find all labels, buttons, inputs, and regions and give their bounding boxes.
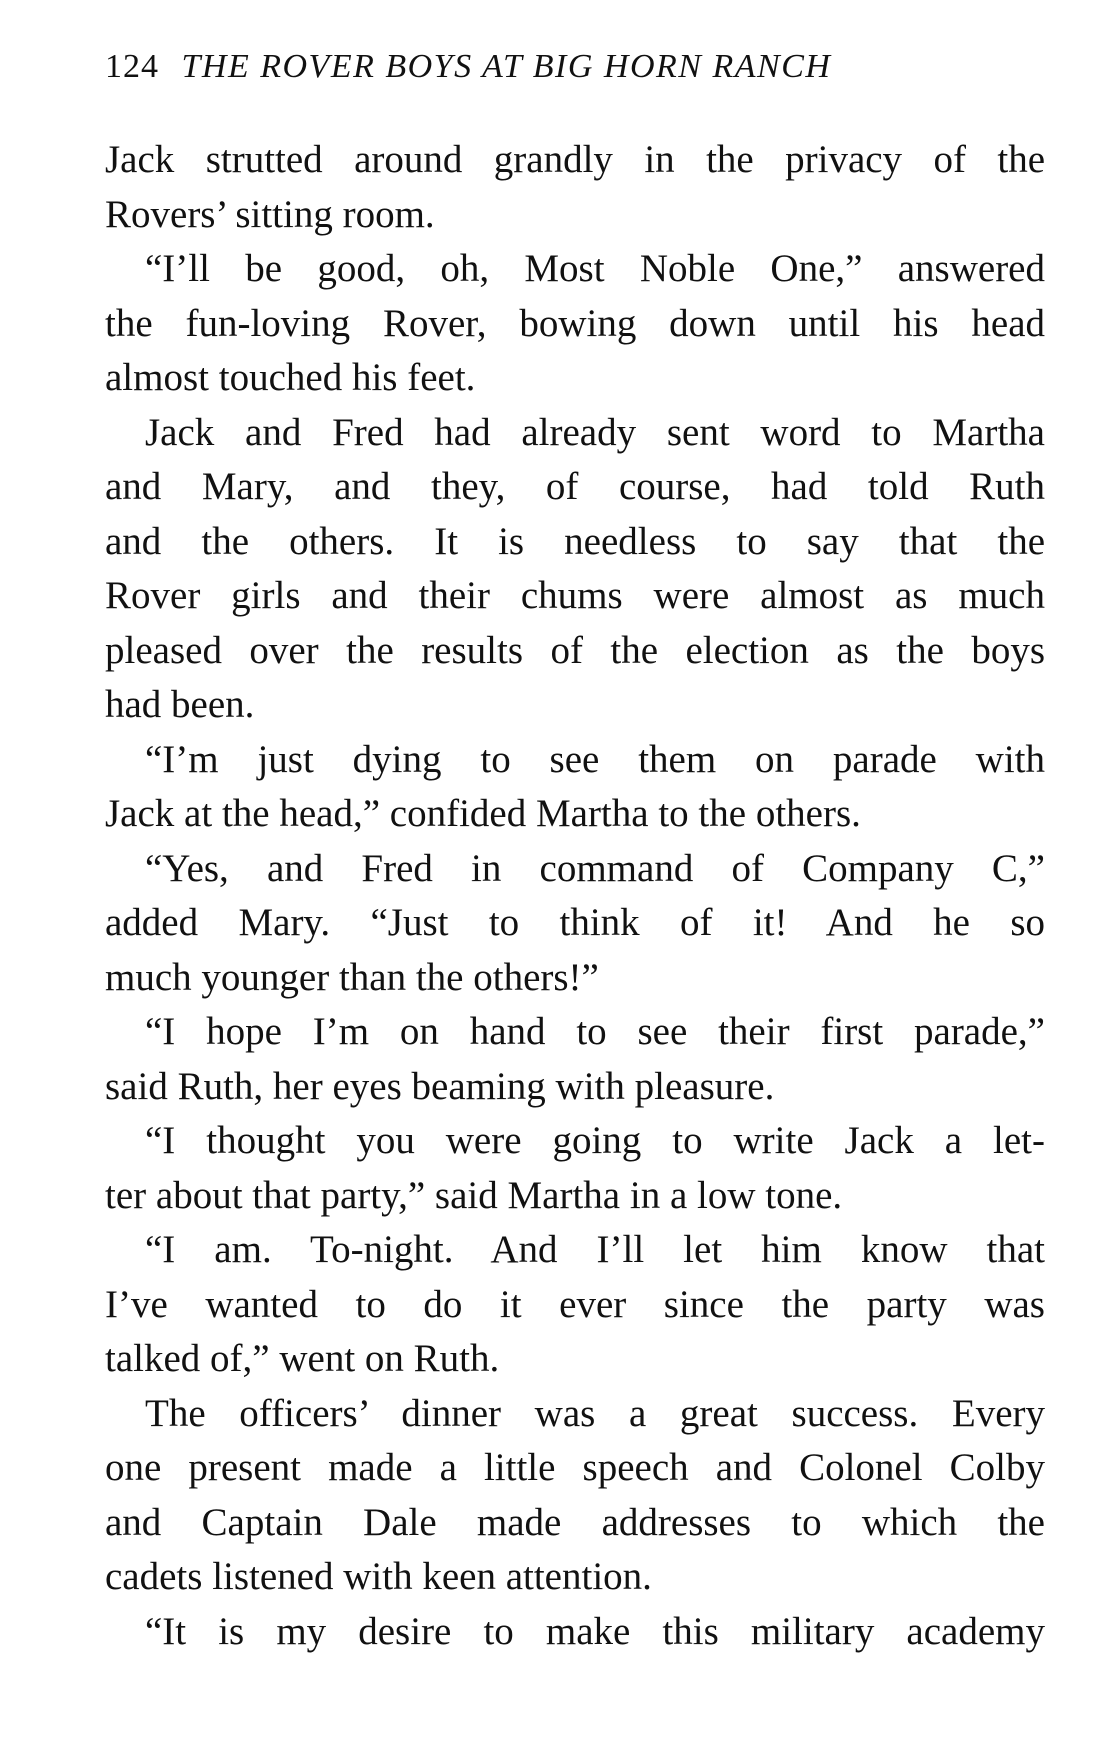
running-title: THE ROVER BOYS AT BIG HORN RANCH xyxy=(181,48,832,85)
text-line: said Ruth, her eyes beaming with pleasure. xyxy=(105,1064,775,1108)
text-line: pleased over the results of the election as the boys xyxy=(105,628,1045,672)
running-head xyxy=(105,42,1005,92)
text-line: talked of,” went on Ruth. xyxy=(105,1337,500,1380)
text-line: Rovers’ sitting room. xyxy=(105,192,435,236)
text-line: and Mary, and they, of course, had told Ruth xyxy=(105,465,1045,508)
page-number: 124 xyxy=(105,48,159,85)
text-line: “I thought you were going to write Jack a let- xyxy=(145,1119,1045,1162)
text-line: cadets listened with keen attention. xyxy=(105,1555,652,1598)
text-line: almost touched his feet. xyxy=(105,356,476,399)
text-line: the fun-loving Rover, bowing down until his head xyxy=(105,301,1045,345)
text-line: Rover girls and their chums were almost as much xyxy=(105,574,1045,617)
text-line: “I’m just dying to see them on parade with xyxy=(145,737,1045,781)
text-line: Jack strutted around grandly in the privacy of the xyxy=(105,138,1045,181)
text-line: much younger than the others!” xyxy=(105,955,599,999)
text-line: had been. xyxy=(105,683,255,726)
text-line: “I’ll be good, oh, Most Noble One,” answered xyxy=(145,247,1045,290)
text-line: ter about that party,” said Martha in a low tone. xyxy=(105,1173,843,1217)
text-line: and the others. It is needless to say that the xyxy=(105,519,1045,563)
text-line: “I am. To-night. And I’ll let him know that xyxy=(145,1228,1045,1271)
text-line: I’ve wanted to do it ever since the party was xyxy=(105,1282,1045,1326)
text-line: “Yes, and Fred in command of Company C,” xyxy=(145,846,1045,890)
text-line: The officers’ dinner was a great success. Every xyxy=(145,1391,1045,1435)
text-line: “It is my desire to make this military academy xyxy=(145,1609,1045,1653)
text-line: Jack at the head,” confided Martha to the others. xyxy=(105,792,861,835)
text-line: and Captain Dale made addresses to which the xyxy=(105,1500,1045,1544)
body-text xyxy=(105,133,1045,1659)
text-line: one present made a little speech and Colonel Colby xyxy=(105,1446,1045,1489)
text-line: added Mary. “Just to think of it! And he so xyxy=(105,901,1045,944)
text-line: “I hope I’m on hand to see their first parade,” xyxy=(145,1010,1045,1053)
text-line: Jack and Fred had already sent word to Martha xyxy=(145,410,1045,454)
